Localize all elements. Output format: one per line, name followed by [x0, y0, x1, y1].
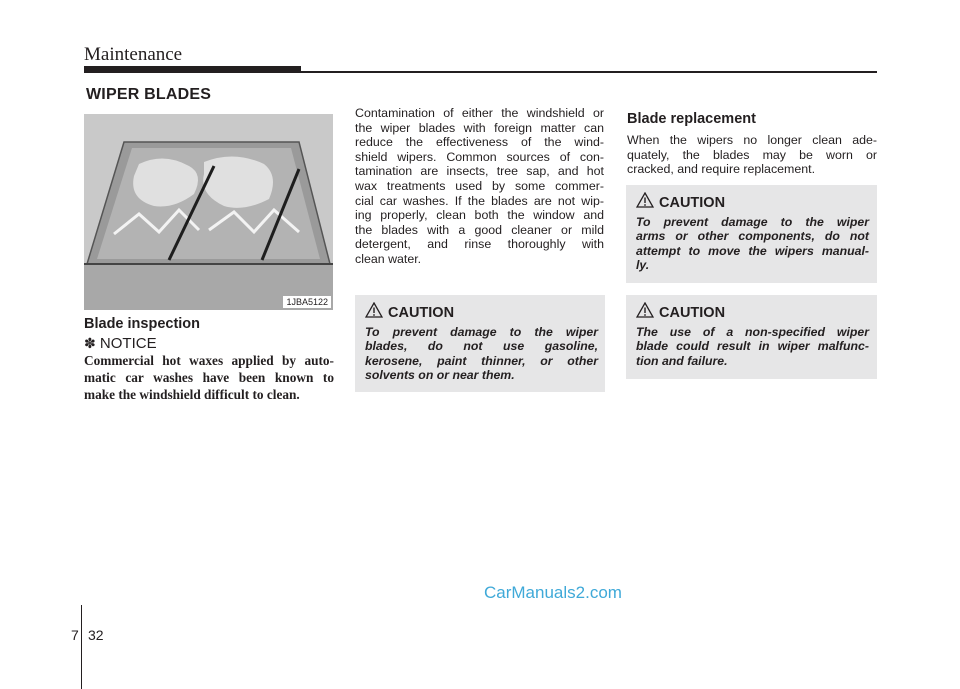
text-line: reduce the effectiveness of the wind- [355, 135, 604, 150]
windshield-illustration [84, 114, 333, 310]
notice-heading [84, 335, 157, 352]
text-line: make the windshield difficult to clean. [84, 387, 300, 402]
figure-label: 1JBA5122 [283, 296, 331, 308]
text-line: cial car washes. If the blades are not wip- [355, 193, 604, 208]
caution-title: CAUTION [659, 305, 726, 321]
text-line: ly. [636, 257, 650, 272]
text-line: solvents on or near them. [365, 367, 515, 382]
warning-icon [365, 302, 383, 318]
text-line: arms or other components, do not [636, 229, 869, 244]
header-rule [301, 71, 877, 73]
footer-divider [81, 605, 82, 689]
caution-title: CAUTION [659, 195, 726, 211]
text-line: ing properly, clean both the window and [355, 208, 604, 223]
text-line: kerosene, paint thinner, or other [365, 353, 598, 368]
text-line: blades, do not use gasoline, [365, 339, 598, 354]
chapter-number: 7 [71, 627, 79, 643]
watermark-link[interactable]: CarManuals2.com [484, 583, 622, 602]
notice-label: NOTICE [99, 335, 157, 352]
header-bar [84, 66, 301, 73]
text-line: matic car washes have been known to [84, 370, 334, 385]
text-line: When the wipers no longer clean ade- [627, 133, 877, 147]
caution-box-non-specified-blade [626, 295, 877, 379]
text-line: the blades with a good cleaner or mild [355, 222, 604, 237]
text-line: tion and failure. [636, 353, 728, 368]
running-header: Maintenance [84, 44, 183, 65]
text-line: shield wipers. Common sources of con- [355, 149, 604, 164]
text-line: The use of a non-specified wiper [636, 325, 869, 339]
text-line: quately, the blades may be worn or [627, 147, 877, 162]
caution-text [636, 325, 869, 368]
text-line: cracked, and require replacement. [627, 162, 816, 177]
page-number: 32 [88, 627, 104, 643]
warning-icon [636, 302, 654, 318]
text-line: detergent, and rinse thoroughly with [355, 237, 604, 252]
notice-symbol: ✽ [84, 335, 96, 351]
text-line: To prevent damage to the wiper [365, 325, 598, 339]
section-title: WIPER BLADES [86, 86, 212, 103]
text-line: To prevent damage to the wiper [636, 215, 869, 229]
blade-inspection-heading: Blade inspection [84, 316, 201, 332]
text-line: tamination are insects, tree sap, and hot [355, 164, 604, 179]
windshield-drawing [84, 114, 333, 310]
text-line: Contamination of either the windshield or [355, 106, 604, 120]
text-line: attempt to move the wipers manual- [636, 243, 869, 258]
warning-icon [636, 192, 654, 208]
blade-replacement-heading: Blade replacement [627, 111, 756, 127]
text-line: the wiper blades with foreign matter can [355, 120, 604, 135]
caution-text [365, 325, 598, 382]
notice-text [84, 352, 334, 403]
text-line: wax treatments used by some commer- [355, 178, 604, 193]
text-line: blade could result in wiper malfunc- [636, 339, 869, 354]
text-line: Commercial hot waxes applied by auto- [84, 353, 334, 368]
caution-box-solvents [355, 295, 605, 392]
caution-text [636, 215, 869, 272]
replacement-paragraph [627, 133, 877, 177]
caution-title: CAUTION [388, 305, 455, 321]
caution-box-wiper-arms [626, 185, 877, 283]
contamination-paragraph [355, 106, 604, 267]
text-line: clean water. [355, 251, 422, 266]
